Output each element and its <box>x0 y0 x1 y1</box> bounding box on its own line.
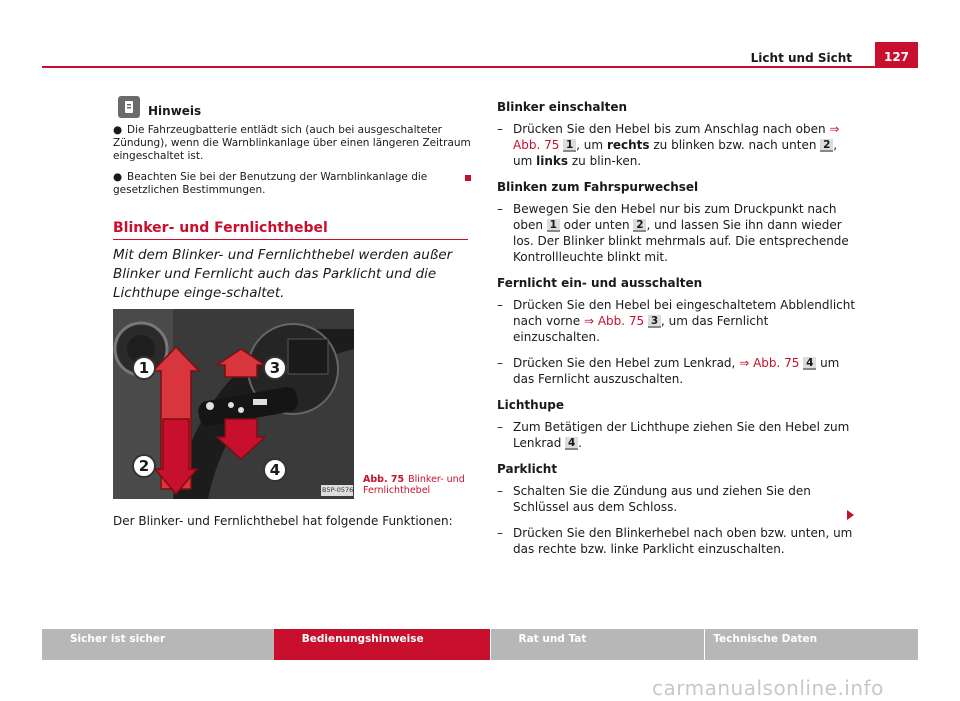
right-column <box>497 99 857 567</box>
instruction-step: – Drücken Sie den Hebel bei eingeschaltetem Abblendlicht nach vorne ⇒ Abb. 75 3 , um das Fernlicht einzuschalten. <box>497 298 856 344</box>
instruction-step: – Bewegen Sie den Hebel nur bis zum Druckpunkt nach oben 1 oder unten 2 , und lassen Sie ihn dann wieder los. Der Blinker blinkt mehrmals auf. Die entsprechende Kontrollleuchte blinkt mit. <box>497 202 849 264</box>
header-title: Licht und Sicht <box>750 51 852 65</box>
note-title: Hinweis <box>148 104 202 118</box>
header-rule <box>42 66 918 68</box>
note-header <box>118 96 473 118</box>
subheading: Fernlicht ein- und ausschalten <box>497 276 703 290</box>
footer-nav <box>42 629 918 660</box>
page-number: 127 <box>875 42 918 68</box>
callout-1: 1 <box>132 356 156 380</box>
callout-ref: 2 <box>820 139 833 152</box>
section-intro: Mit dem Blinker- und Fernlichthebel werden außer Blinker und Fernlicht auch das Parklicht und die Lichthupe einge-schaltet. <box>113 247 453 301</box>
continue-arrow-icon <box>847 510 854 520</box>
instruction-step: – Zum Betätigen der Lichthupe ziehen Sie den Hebel zum Lenkrad 4 . <box>497 420 850 450</box>
functions-lead-in: Der Blinker- und Fernlichthebel hat folgende Funktionen: <box>113 514 453 528</box>
callout-ref: 1 <box>563 139 576 152</box>
instruction-step: – Drücken Sie den Blinkerhebel nach oben bzw. unten, um das rechte bzw. linke Parklicht einzuschalten. <box>497 526 853 556</box>
callout-ref: 4 <box>803 357 816 370</box>
footer-tab-sicher[interactable]: Sicher ist sicher <box>42 629 274 660</box>
section-rule <box>113 239 468 240</box>
callout-ref: 1 <box>547 219 560 232</box>
subheading: Lichthupe <box>497 398 564 412</box>
subheading: Parklicht <box>497 462 558 476</box>
note-item: ● Beachten Sie bei der Benutzung der Warnblinkanlage die gesetzlichen Bestimmungen. <box>113 171 428 196</box>
section-end-marker <box>465 175 471 181</box>
figure-ref-link[interactable]: ⇒ Abb. 75 <box>583 314 645 328</box>
note-item: ● Die Fahrzeugbatterie entlädt sich (auch bei ausgeschalteter Zündung), wenn die Warnblinkanlage über einen längeren Zeitraum eingeschaltet ist. <box>113 124 471 162</box>
figure-ref-link[interactable]: ⇒ Abb. 75 <box>739 356 800 370</box>
callout-ref: 4 <box>565 437 578 450</box>
callout-ref: 2 <box>633 219 646 232</box>
footer-tab-technische-daten[interactable]: Technische Daten <box>705 629 918 660</box>
callout-3: 3 <box>263 356 287 380</box>
instruction-step: – Drücken Sie den Hebel bis zum Anschlag nach oben ⇒ Abb. 75 1 , um rechts zu blinken bzw. nach unten 2 , um links zu blin-ken. <box>497 122 840 168</box>
figure-caption: Abb. 75 Blinker- und Fernlichthebel <box>363 474 465 496</box>
subheading: Blinker einschalten <box>497 100 628 114</box>
info-note-icon <box>118 96 140 118</box>
section-title: Blinker- und Fernlichthebel <box>113 220 328 236</box>
watermark: carmanualsonline.info <box>652 676 884 700</box>
lever-figure <box>113 309 354 499</box>
instruction-step: – Drücken Sie den Hebel zum Lenkrad, ⇒ Abb. 75 4 um das Fernlicht auszuschalten. <box>497 356 840 386</box>
figure-ref-link[interactable]: ⇒ Abb. 75 <box>513 122 840 152</box>
subheading: Blinken zum Fahrspurwechsel <box>497 180 699 194</box>
figure-code: B5P-0576 <box>322 486 354 494</box>
callout-ref: 3 <box>648 315 661 328</box>
callout-4: 4 <box>263 458 287 482</box>
footer-tab-bedienungshinweise[interactable]: Bedienungshinweise <box>274 629 490 660</box>
instruction-step: – Schalten Sie die Zündung aus und ziehen Sie den Schlüssel aus dem Schloss. <box>497 484 811 514</box>
callout-2: 2 <box>132 454 156 478</box>
footer-tab-rat-und-tat[interactable]: Rat und Tat <box>491 629 705 660</box>
left-column <box>113 96 473 528</box>
